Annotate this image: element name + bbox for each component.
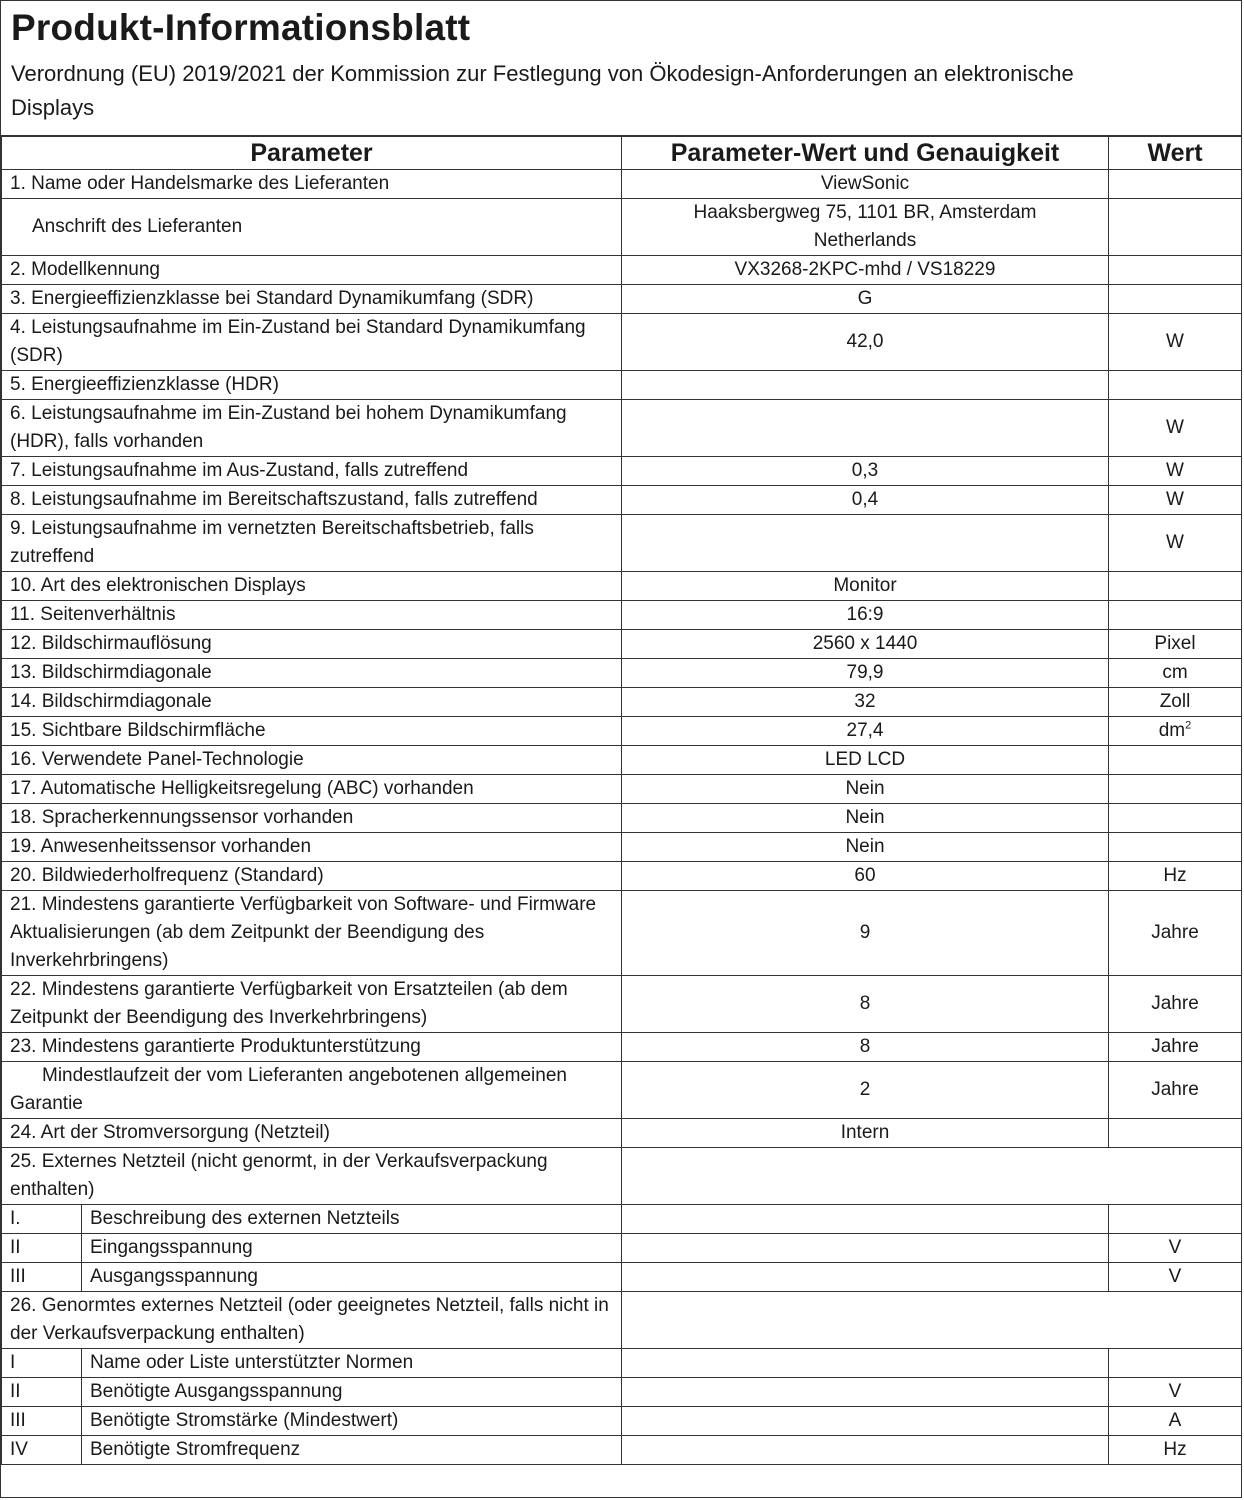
row-unit: Jahre	[1109, 1033, 1242, 1062]
row-value	[622, 515, 1109, 572]
row-parameter: 12. Bildschirmauflösung	[2, 630, 622, 659]
table-row	[2, 862, 1242, 891]
row-value: Nein	[622, 775, 1109, 804]
table-row	[2, 1205, 1242, 1234]
table-row	[2, 688, 1242, 717]
row-value: 2560 x 1440	[622, 630, 1109, 659]
row-unit	[1109, 572, 1242, 601]
row-parameter: 8. Leistungsaufnahme im Bereitschaftszustand, falls zutreffend	[2, 486, 622, 515]
row-parameter: 13. Bildschirmdiagonale	[2, 659, 622, 688]
row-value: 32	[622, 688, 1109, 717]
row-parameter: 10. Art des elektronischen Displays	[2, 572, 622, 601]
item-label: Benötigte Stromfrequenz	[82, 1436, 622, 1465]
row-value: Intern	[622, 1119, 1109, 1148]
row-parameter: 18. Spracherkennungssensor vorhanden	[2, 804, 622, 833]
unit-superscript: 2	[1185, 719, 1192, 732]
row-parameter: 2. Modellkennung	[2, 256, 622, 285]
table-row	[2, 746, 1242, 775]
item-value	[622, 1234, 1109, 1263]
table-row	[2, 775, 1242, 804]
header-value: Parameter-Wert und Genauigkeit	[622, 137, 1109, 170]
item-value	[622, 1263, 1109, 1292]
item-number: I	[2, 1349, 82, 1378]
section-26-title-row	[2, 1292, 1242, 1349]
table-row	[2, 1033, 1242, 1062]
header-unit: Wert	[1109, 137, 1242, 170]
table-row	[2, 833, 1242, 862]
item-value	[622, 1205, 1109, 1234]
row-value: 0,4	[622, 486, 1109, 515]
row-value: 8	[622, 1033, 1109, 1062]
item-unit: V	[1109, 1263, 1242, 1292]
table-row	[2, 1263, 1242, 1292]
row-parameter: Mindestlaufzeit der vom Lieferanten angebotenen allgemeinen Garantie	[2, 1062, 622, 1119]
item-unit	[1109, 1205, 1242, 1234]
row-unit: Hz	[1109, 862, 1242, 891]
row-unit: Jahre	[1109, 1062, 1242, 1119]
item-unit: Hz	[1109, 1436, 1242, 1465]
row-value	[622, 371, 1109, 400]
section-26-blank	[622, 1292, 1242, 1349]
item-value	[622, 1378, 1109, 1407]
row-parameter: Anschrift des Lieferanten	[2, 199, 622, 256]
table-row	[2, 1349, 1242, 1378]
item-number: I.	[2, 1205, 82, 1234]
item-number: III	[2, 1407, 82, 1436]
row-parameter: 19. Anwesenheitssensor vorhanden	[2, 833, 622, 862]
row-value: 42,0	[622, 314, 1109, 371]
table-row	[2, 256, 1242, 285]
table-row	[2, 717, 1242, 746]
row-parameter: 1. Name oder Handelsmarke des Lieferanten	[2, 170, 622, 199]
row-value: Haaksbergweg 75, 1101 BR, Amsterdam Netherlands	[622, 199, 1109, 256]
table-row	[2, 515, 1242, 572]
table-row	[2, 1436, 1242, 1465]
sheet-header	[1, 1, 1241, 136]
row-unit: W	[1109, 314, 1242, 371]
row-value: ViewSonic	[622, 170, 1109, 199]
table-row	[2, 601, 1242, 630]
row-unit: cm	[1109, 659, 1242, 688]
row-value: Nein	[622, 833, 1109, 862]
table-row	[2, 1378, 1242, 1407]
row-value: 9	[622, 891, 1109, 976]
row-value: Monitor	[622, 572, 1109, 601]
row-unit	[1109, 285, 1242, 314]
item-value	[622, 1407, 1109, 1436]
table-row	[2, 1234, 1242, 1263]
row-unit	[1109, 1119, 1242, 1148]
item-label: Beschreibung des externen Netzteils	[82, 1205, 622, 1234]
item-number: II	[2, 1378, 82, 1407]
row-unit: W	[1109, 400, 1242, 457]
table-row	[2, 572, 1242, 601]
item-number: III	[2, 1263, 82, 1292]
table-row	[2, 659, 1242, 688]
row-parameter: 14. Bildschirmdiagonale	[2, 688, 622, 717]
row-unit	[1109, 199, 1242, 256]
item-unit: V	[1109, 1234, 1242, 1263]
row-unit: Jahre	[1109, 891, 1242, 976]
row-parameter: 3. Energieeffizienzklasse bei Standard Dynamikumfang (SDR)	[2, 285, 622, 314]
row-parameter: 7. Leistungsaufnahme im Aus-Zustand, falls zutreffend	[2, 457, 622, 486]
row-value: LED LCD	[622, 746, 1109, 775]
table-row	[2, 1062, 1242, 1119]
row-value: 2	[622, 1062, 1109, 1119]
table-row	[2, 1119, 1242, 1148]
table-header-row	[2, 137, 1242, 170]
row-value: 60	[622, 862, 1109, 891]
table-row	[2, 457, 1242, 486]
row-parameter: 15. Sichtbare Bildschirmfläche	[2, 717, 622, 746]
item-label: Eingangsspannung	[82, 1234, 622, 1263]
row-parameter: 9. Leistungsaufnahme im vernetzten Bereitschaftsbetrieb, falls zutreffend	[2, 515, 622, 572]
row-unit	[1109, 170, 1242, 199]
row-value: Nein	[622, 804, 1109, 833]
row-unit	[1109, 717, 1242, 746]
row-parameter: 16. Verwendete Panel-Technologie	[2, 746, 622, 775]
row-parameter: 17. Automatische Helligkeitsregelung (ABC) vorhanden	[2, 775, 622, 804]
row-unit	[1109, 256, 1242, 285]
page-subtitle: Verordnung (EU) 2019/2021 der Kommission zur Festlegung von Ökodesign-Anforderungen an elektronische Displays	[11, 61, 1074, 120]
item-value	[622, 1436, 1109, 1465]
row-value: 16:9	[622, 601, 1109, 630]
item-unit: A	[1109, 1407, 1242, 1436]
row-unit: W	[1109, 515, 1242, 572]
row-unit: Pixel	[1109, 630, 1242, 659]
section-25-blank	[622, 1148, 1242, 1205]
row-unit	[1109, 833, 1242, 862]
row-parameter: 22. Mindestens garantierte Verfügbarkeit von Ersatzteilen (ab dem Zeitpunkt der Beendigung des Inverkehrbringens)	[2, 976, 622, 1033]
row-unit: W	[1109, 457, 1242, 486]
table-row	[2, 371, 1242, 400]
parameter-table	[1, 136, 1242, 1465]
item-label: Name oder Liste unterstützter Normen	[82, 1349, 622, 1378]
row-unit	[1109, 371, 1242, 400]
row-parameter: 11. Seitenverhältnis	[2, 601, 622, 630]
row-parameter: 21. Mindestens garantierte Verfügbarkeit von Software- und Firmware Aktualisierungen (ab dem Zeitpunkt der Beendigung des Inverkehrbringens)	[2, 891, 622, 976]
item-label: Benötigte Stromstärke (Mindestwert)	[82, 1407, 622, 1436]
table-row	[2, 891, 1242, 976]
item-number: IV	[2, 1436, 82, 1465]
row-value: 27,4	[622, 717, 1109, 746]
table-row	[2, 400, 1242, 457]
table-row	[2, 285, 1242, 314]
row-unit	[1109, 804, 1242, 833]
row-value	[622, 400, 1109, 457]
row-parameter: 23. Mindestens garantierte Produktunterstützung	[2, 1033, 622, 1062]
row-value: G	[622, 285, 1109, 314]
item-value	[622, 1349, 1109, 1378]
row-unit: Jahre	[1109, 976, 1242, 1033]
table-row	[2, 804, 1242, 833]
header-parameter: Parameter	[2, 137, 622, 170]
table-row	[2, 314, 1242, 371]
row-unit: W	[1109, 486, 1242, 515]
row-unit	[1109, 746, 1242, 775]
table-row	[2, 1407, 1242, 1436]
table-row	[2, 170, 1242, 199]
item-label: Benötigte Ausgangsspannung	[82, 1378, 622, 1407]
row-value: 79,9	[622, 659, 1109, 688]
row-value: VX3268-2KPC-mhd / VS18229	[622, 256, 1109, 285]
table-row	[2, 486, 1242, 515]
item-label: Ausgangsspannung	[82, 1263, 622, 1292]
table-row	[2, 199, 1242, 256]
item-unit	[1109, 1349, 1242, 1378]
section-25-title: 25. Externes Netzteil (nicht genormt, in der Verkaufsverpackung enthalten)	[2, 1148, 622, 1205]
row-parameter: 5. Energieeffizienzklasse (HDR)	[2, 371, 622, 400]
row-parameter: 20. Bildwiederholfrequenz (Standard)	[2, 862, 622, 891]
section-25-title-row	[2, 1148, 1242, 1205]
row-unit: Zoll	[1109, 688, 1242, 717]
table-row	[2, 976, 1242, 1033]
item-unit: V	[1109, 1378, 1242, 1407]
row-value: 0,3	[622, 457, 1109, 486]
row-parameter: 6. Leistungsaufnahme im Ein-Zustand bei hohem Dynamikumfang (HDR), falls vorhanden	[2, 400, 622, 457]
row-parameter: 4. Leistungsaufnahme im Ein-Zustand bei Standard Dynamikumfang (SDR)	[2, 314, 622, 371]
item-number: II	[2, 1234, 82, 1263]
section-26-title: 26. Genormtes externes Netzteil (oder geeignetes Netzteil, falls nicht in der Verkaufsverpackung enthalten)	[2, 1292, 622, 1349]
page-title: Produkt-Informationsblatt	[11, 7, 471, 48]
row-parameter: 24. Art der Stromversorgung (Netzteil)	[2, 1119, 622, 1148]
row-unit	[1109, 601, 1242, 630]
row-value: 8	[622, 976, 1109, 1033]
unit-text: dm	[1158, 720, 1186, 741]
table-row	[2, 630, 1242, 659]
row-unit	[1109, 775, 1242, 804]
